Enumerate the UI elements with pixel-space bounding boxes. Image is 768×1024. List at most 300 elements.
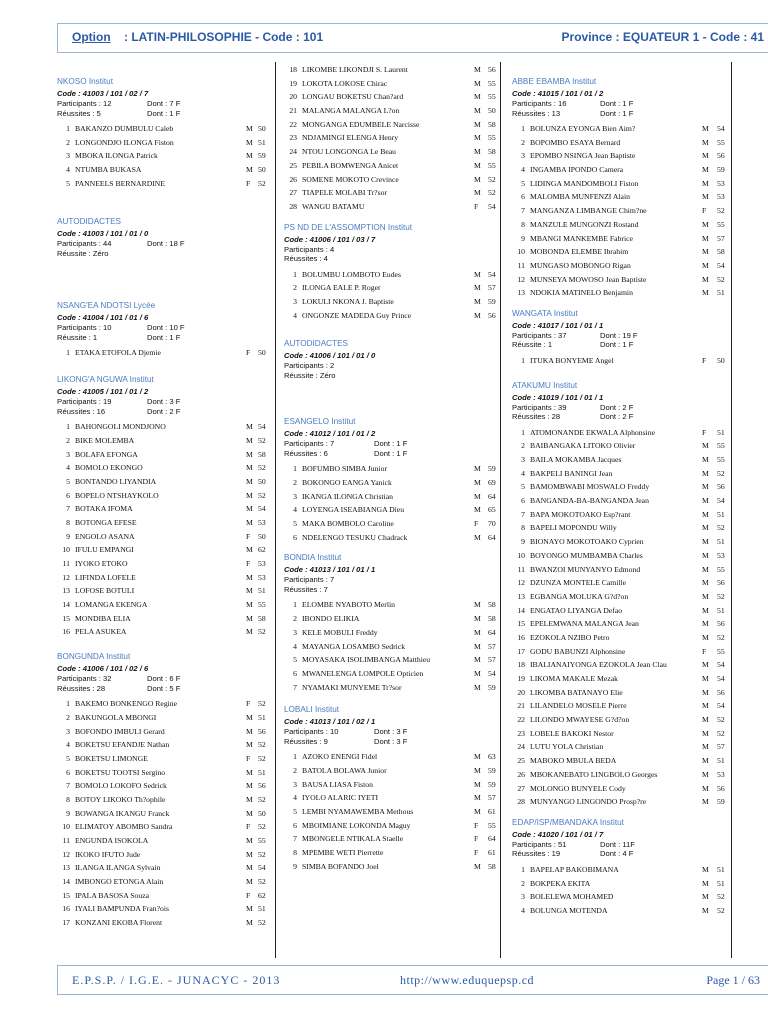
student-number: 13: [62, 863, 70, 873]
student-name: NTOU LONGONGA Le Beau: [302, 147, 397, 157]
student-row: [512, 631, 728, 645]
student-gender: M: [246, 572, 253, 582]
student-gender: M: [246, 124, 253, 133]
student-gender: F: [702, 427, 707, 437]
student-number: 6: [293, 668, 297, 678]
student-row: [57, 461, 272, 475]
student-list: [512, 863, 728, 918]
student-number: 1: [66, 348, 70, 358]
student-number: 23: [289, 133, 297, 143]
student-name: BAIBANGAKA LITOKO Olivier: [530, 441, 636, 451]
school-section: [284, 338, 498, 380]
school-section: [57, 76, 272, 190]
student-score: 62: [258, 545, 266, 555]
success-female-count: Dont : 1 F: [147, 332, 181, 342]
student-row: [57, 625, 272, 639]
student-score: 52: [717, 892, 725, 902]
participants-line: [57, 239, 272, 249]
student-row: [512, 549, 728, 563]
student-gender: M: [246, 808, 253, 818]
student-name: BONTANDO LIYANDIA: [75, 476, 157, 486]
student-gender: M: [474, 491, 481, 501]
student-row: [57, 598, 272, 612]
student-score: 54: [488, 269, 496, 279]
student-number: 15: [62, 890, 70, 900]
student-gender: M: [474, 861, 481, 871]
student-number: 6: [66, 767, 70, 777]
success-female-count: Dont : 3 F: [374, 736, 408, 746]
success-count: Réussites : 5: [57, 108, 101, 118]
participants-female-count: Dont : 7 F: [147, 99, 181, 108]
school-name[interactable]: ESANGELO Institut: [284, 417, 356, 427]
school-name[interactable]: PS ND DE L'ASSOMPTION Institut: [284, 222, 413, 232]
success-line: [57, 333, 272, 343]
student-gender: M: [246, 517, 253, 527]
student-score: 57: [717, 742, 725, 752]
school-name[interactable]: ABBE EBAMBA Institut: [512, 77, 597, 86]
school-name[interactable]: NSANG'EA NDOTSI Lycée: [57, 301, 156, 311]
student-row: [512, 686, 728, 700]
school-code: Code : 41004 / 101 / 01 / 6: [57, 313, 149, 323]
student-number: 24: [289, 147, 297, 157]
participants-line: [512, 99, 728, 109]
student-score: 58: [488, 119, 496, 129]
student-name: ONGONZE MADEDA Guy Prince: [302, 310, 412, 320]
student-score: 70: [488, 519, 496, 529]
student-number: 6: [293, 532, 297, 542]
student-score: 56: [488, 65, 496, 74]
school-section: [512, 817, 728, 918]
student-row: [57, 725, 272, 739]
student-name: MUNGASO MOBONGO Rigan: [530, 260, 631, 270]
participants-female-count: Dont : 3 F: [374, 727, 408, 737]
student-number: 14: [517, 605, 525, 615]
participants-count: Participants : 51: [512, 839, 567, 849]
student-row: [284, 832, 498, 846]
school-code: Code : 41003 / 101 / 01 / 0: [57, 229, 149, 239]
student-score: 51: [717, 864, 725, 874]
student-number: 8: [521, 523, 525, 533]
student-score: 51: [717, 605, 725, 615]
student-number: 3: [66, 726, 70, 736]
student-row: [512, 795, 728, 809]
student-gender: M: [246, 627, 253, 637]
student-gender: M: [474, 668, 481, 678]
student-number: 26: [289, 174, 297, 184]
student-score: 50: [258, 531, 266, 541]
footer-website-link[interactable]: http://www.eduquepsp.cd: [400, 973, 535, 987]
student-gender: M: [702, 219, 709, 229]
student-gender: M: [474, 92, 481, 102]
student-gender: F: [474, 519, 479, 529]
student-gender: M: [702, 274, 709, 284]
student-row: [512, 727, 728, 741]
student-score: 55: [717, 137, 725, 147]
success-female-count: Dont : 1 F: [374, 448, 408, 458]
school-name[interactable]: AUTODIDACTES: [284, 339, 348, 349]
success-count: Réussites : 6: [284, 448, 328, 458]
student-score: 54: [717, 674, 725, 683]
student-name: LOFOSE BOTULI: [75, 586, 135, 596]
student-number: 12: [62, 572, 70, 582]
student-row: [57, 136, 272, 150]
student-number: 11: [517, 564, 525, 574]
results-column-1: [57, 76, 272, 930]
student-gender: M: [702, 482, 709, 492]
student-gender: M: [702, 892, 709, 902]
participants-count: Participants : 12: [57, 99, 112, 108]
participants-line: [284, 245, 498, 255]
success-female-count: Dont : 2 F: [600, 412, 634, 422]
student-row: [284, 653, 498, 667]
student-number: 7: [66, 781, 70, 791]
student-number: 1: [521, 427, 525, 437]
student-score: 58: [488, 861, 496, 871]
school-name[interactable]: BONGUNDA Institut: [57, 652, 131, 662]
student-number: 17: [62, 918, 70, 928]
student-gender: M: [702, 178, 709, 188]
success-female-count: Dont : 1 F: [147, 108, 181, 118]
student-list: [57, 346, 272, 360]
student-gender: M: [246, 463, 253, 473]
student-score: 54: [717, 496, 725, 506]
student-score: 57: [488, 283, 496, 293]
student-name: ELIMATOY ABOMBO Sandra: [75, 822, 173, 832]
student-number: 16: [517, 632, 525, 642]
student-number: 22: [289, 119, 297, 129]
student-gender: M: [702, 605, 709, 615]
student-gender: M: [702, 247, 709, 257]
success-line: [57, 249, 272, 259]
student-number: 20: [517, 687, 525, 697]
student-number: 19: [517, 674, 525, 683]
student-score: 62: [258, 890, 266, 900]
column-divider-2: [500, 62, 501, 958]
student-number: 26: [517, 769, 525, 779]
participants-count: Participants : 7: [284, 575, 335, 585]
student-name: LIKOMBE LIKONDJI S. Laurent: [302, 65, 408, 74]
school-code: Code : 41012 / 101 / 01 / 2: [284, 429, 376, 439]
school-name[interactable]: LIKONG'A NGUWA Institut: [57, 375, 154, 385]
school-name[interactable]: ATAKUMU Institut: [512, 380, 578, 390]
student-gender: M: [474, 283, 481, 293]
student-score: 51: [717, 537, 725, 547]
student-name: BWANZOI MUNYANYO Edmond: [530, 564, 641, 574]
student-gender: M: [702, 756, 709, 766]
student-name: BIONAYO MOKOTOAKO Cyprien: [530, 537, 644, 547]
student-row: [512, 563, 728, 577]
success-count: Réussites : 7: [284, 584, 328, 594]
student-row: [512, 480, 728, 494]
participants-female-count: Dont : 6 F: [147, 674, 181, 684]
student-name: LOKULI NKONA J. Baptiste: [302, 296, 394, 306]
student-score: 50: [258, 476, 266, 486]
student-score: 50: [488, 106, 496, 116]
student-number: 3: [293, 296, 297, 306]
student-score: 54: [488, 668, 496, 678]
student-gender: M: [246, 600, 253, 610]
student-name: IYALI BAMPUNDA Fran?ois: [75, 904, 169, 914]
student-gender: M: [246, 918, 253, 928]
student-name: MOBONDA ELEMBE Ibrahim: [530, 247, 629, 257]
page-footer: [57, 965, 768, 995]
student-number: 4: [293, 793, 297, 803]
student-score: 55: [717, 646, 725, 656]
student-number: 13: [517, 591, 525, 601]
student-row: [57, 889, 272, 903]
student-row: [284, 819, 498, 833]
student-name: ATOMONANDE EKWALA Alphonsine: [530, 427, 655, 437]
page-header: [57, 23, 768, 53]
student-gender: F: [474, 834, 479, 844]
student-score: 64: [488, 532, 496, 542]
student-score: 69: [488, 478, 496, 487]
student-name: IPALA BASOSA Souza: [75, 890, 150, 900]
student-score: 57: [488, 655, 496, 665]
student-number: 10: [517, 247, 525, 257]
student-score: 59: [488, 296, 496, 306]
student-name: EZOKOLA NZIBO Petro: [530, 632, 610, 642]
student-number: 9: [66, 531, 70, 541]
success-count: Réussites : 16: [57, 406, 106, 416]
student-score: 54: [717, 701, 725, 711]
student-gender: M: [702, 715, 709, 725]
student-gender: M: [246, 586, 253, 596]
student-score: 52: [717, 206, 725, 216]
student-name: LIKOMA MAKALE Mezak: [530, 674, 618, 683]
student-name: BOKETSU EFANDJE Nathan: [75, 740, 170, 750]
success-line: [284, 449, 498, 459]
student-gender: F: [702, 206, 707, 216]
student-row: [284, 626, 498, 640]
student-number: 24: [517, 742, 525, 752]
student-gender: F: [246, 348, 251, 358]
student-name: BAPELI MOPONDU Willy: [530, 523, 617, 533]
student-score: 59: [488, 765, 496, 775]
student-row: [512, 177, 728, 191]
results-column-3: [512, 76, 728, 918]
student-score: 53: [258, 559, 266, 568]
student-row: [512, 273, 728, 287]
school-section: [284, 704, 498, 873]
student-gender: M: [702, 674, 709, 683]
success-female-count: Dont : 4 F: [600, 849, 634, 859]
student-name: MALOMBA MUNFENZI Alain: [530, 192, 630, 202]
success-female-count: Dont : 5 F: [147, 683, 181, 693]
student-row: [57, 543, 272, 557]
student-number: 1: [293, 464, 297, 474]
student-name: ETAKA ETOFOLA Djemie: [75, 348, 161, 358]
student-row: [512, 904, 728, 918]
student-name: MUNYANGO LINGONDO Prosp?re: [530, 797, 647, 807]
student-row: [512, 163, 728, 177]
student-gender: F: [702, 355, 707, 365]
student-score: 59: [717, 165, 725, 175]
student-name: BAUSA LIASA Fiston: [302, 779, 373, 789]
student-gender: M: [702, 578, 709, 588]
student-row: [57, 861, 272, 875]
student-row: [512, 658, 728, 672]
student-gender: M: [702, 783, 709, 793]
participants-line: [57, 674, 272, 684]
student-row: [512, 149, 728, 163]
school-name[interactable]: LOBALI Institut: [284, 705, 340, 715]
success-count: Réussites : 28: [57, 683, 106, 693]
student-gender: F: [246, 559, 251, 568]
student-name: MAKA BOMBOLO Caroline: [302, 519, 394, 529]
student-score: 50: [258, 808, 266, 818]
student-gender: M: [702, 192, 709, 202]
school-section: [284, 416, 498, 544]
student-gender: M: [702, 441, 709, 451]
student-gender: M: [474, 793, 481, 803]
student-row: [57, 711, 272, 725]
student-score: 54: [717, 124, 725, 133]
student-number: 5: [293, 655, 297, 665]
student-number: 8: [293, 848, 297, 858]
option-label[interactable]: Option: [72, 30, 111, 44]
student-row: [284, 145, 498, 159]
student-gender: M: [246, 476, 253, 486]
student-number: 16: [62, 627, 70, 637]
student-gender: M: [246, 435, 253, 445]
student-row: [512, 576, 728, 590]
student-gender: M: [702, 864, 709, 874]
student-gender: M: [474, 682, 481, 692]
student-row: [284, 268, 498, 282]
student-name: IBONDO ELIKIA: [302, 614, 360, 624]
student-score: 53: [717, 178, 725, 188]
student-gender: M: [246, 449, 253, 459]
student-score: 52: [717, 715, 725, 725]
participants-line: [284, 727, 498, 737]
student-name: MALANGA MALANGA L?on: [302, 106, 400, 116]
student-number: 25: [517, 756, 525, 766]
school-name[interactable]: NKOSO Institut: [57, 77, 113, 86]
success-count: Réussite : 1: [57, 332, 98, 342]
student-name: AZOKO ENENGI Fidel: [302, 752, 378, 762]
student-score: 50: [258, 348, 266, 358]
student-score: 55: [488, 160, 496, 170]
student-gender: M: [474, 478, 481, 487]
student-name: BOTONGA EFESE: [75, 517, 137, 527]
student-row: [57, 571, 272, 585]
student-name: ENGUNDA ISOKOLA: [75, 836, 149, 845]
student-row: [284, 77, 498, 91]
student-list: [57, 420, 272, 639]
student-name: BOWANGA IKANGU Franck: [75, 808, 170, 818]
student-number: 28: [289, 201, 297, 211]
student-name: ITUKA BONYEME Angel: [530, 355, 614, 365]
student-number: 3: [521, 892, 525, 902]
student-name: MOLONGO BUNYELE Cody: [530, 783, 626, 793]
student-score: 53: [717, 192, 725, 202]
school-name[interactable]: BONDIA Institut: [284, 553, 342, 563]
student-number: 6: [521, 496, 525, 506]
student-gender: M: [702, 769, 709, 779]
student-row: [57, 177, 272, 191]
student-name: BAILA MOKAMBA Jacques: [530, 455, 622, 464]
school-code: Code : 41017 / 101 / 01 / 1: [512, 320, 604, 330]
student-score: 52: [258, 178, 266, 188]
student-name: NTUMBA BUKASA: [75, 165, 142, 175]
student-number: 1: [293, 600, 297, 610]
student-name: NYAMAKI MUNYEME Tr?sor: [302, 682, 402, 692]
student-number: 4: [66, 740, 70, 750]
school-name[interactable]: AUTODIDACTES: [57, 217, 121, 227]
participants-female-count: Dont : 18 F: [147, 239, 185, 249]
student-number: 11: [62, 559, 70, 568]
student-list: [512, 122, 728, 300]
student-row: [57, 766, 272, 780]
student-gender: F: [246, 699, 251, 709]
student-gender: M: [246, 545, 253, 555]
student-number: 4: [521, 468, 525, 478]
student-name: BOPOMBO ESAYA Bernard: [530, 137, 621, 147]
student-name: ELOMBE NYABOTO Merlin: [302, 600, 395, 610]
student-row: [57, 530, 272, 544]
student-name: BOKPEKA EKITA: [530, 878, 591, 888]
student-name: BOLAFA EFONGA: [75, 449, 138, 459]
student-gender: M: [702, 905, 709, 915]
student-name: MANGANZA LIMBANGE Chim?ne: [530, 206, 647, 216]
success-line: [57, 109, 272, 119]
student-gender: M: [474, 807, 481, 816]
student-name: BANGANDA-BA-BANGANDA Jean: [530, 496, 649, 506]
school-code: Code : 41013 / 101 / 01 / 1: [284, 565, 376, 575]
school-name[interactable]: EDAP/ISP/MBANDAKA Institut: [512, 817, 624, 827]
results-column-2: [284, 63, 498, 873]
student-score: 65: [488, 505, 496, 515]
student-number: 10: [517, 550, 525, 560]
student-list: [284, 268, 498, 323]
student-row: [512, 354, 728, 368]
student-gender: M: [702, 288, 709, 298]
success-line: [512, 849, 728, 859]
participants-line: [512, 403, 728, 413]
student-score: 54: [258, 504, 266, 514]
participants-count: Participants : 10: [284, 727, 339, 737]
student-score: 58: [717, 247, 725, 257]
student-gender: M: [702, 660, 709, 670]
student-name: BOMOLO LOKOFO Sedrick: [75, 781, 167, 791]
school-code: Code : 41006 / 101 / 01 / 0: [284, 351, 376, 361]
student-score: 56: [717, 482, 725, 492]
student-score: 51: [258, 767, 266, 777]
student-list: [57, 122, 272, 190]
student-score: 55: [258, 836, 266, 845]
student-row: [57, 697, 272, 711]
student-row: [512, 590, 728, 604]
success-count: Réussites : 4: [284, 254, 328, 264]
student-name: MBOKANEBATO LINGBOLO Georges: [530, 769, 658, 779]
student-row: [284, 295, 498, 309]
student-number: 20: [289, 92, 297, 102]
student-number: 1: [293, 269, 297, 279]
student-name: IYOLO ALARIC IYETI: [302, 793, 379, 803]
student-score: 63: [488, 752, 496, 762]
student-name: BOLUNGA MOTENDA: [530, 905, 608, 915]
student-row: [284, 681, 498, 695]
student-number: 2: [293, 765, 297, 775]
student-number: 2: [66, 712, 70, 722]
student-name: KELE MOBULI Freddy: [302, 627, 378, 637]
student-name: BOLUMBU LOMBOTO Eudes: [302, 269, 401, 279]
school-name[interactable]: WANGATA Institut: [512, 308, 578, 318]
success-line: [284, 585, 498, 595]
student-gender: M: [702, 496, 709, 506]
student-gender: M: [702, 523, 709, 533]
